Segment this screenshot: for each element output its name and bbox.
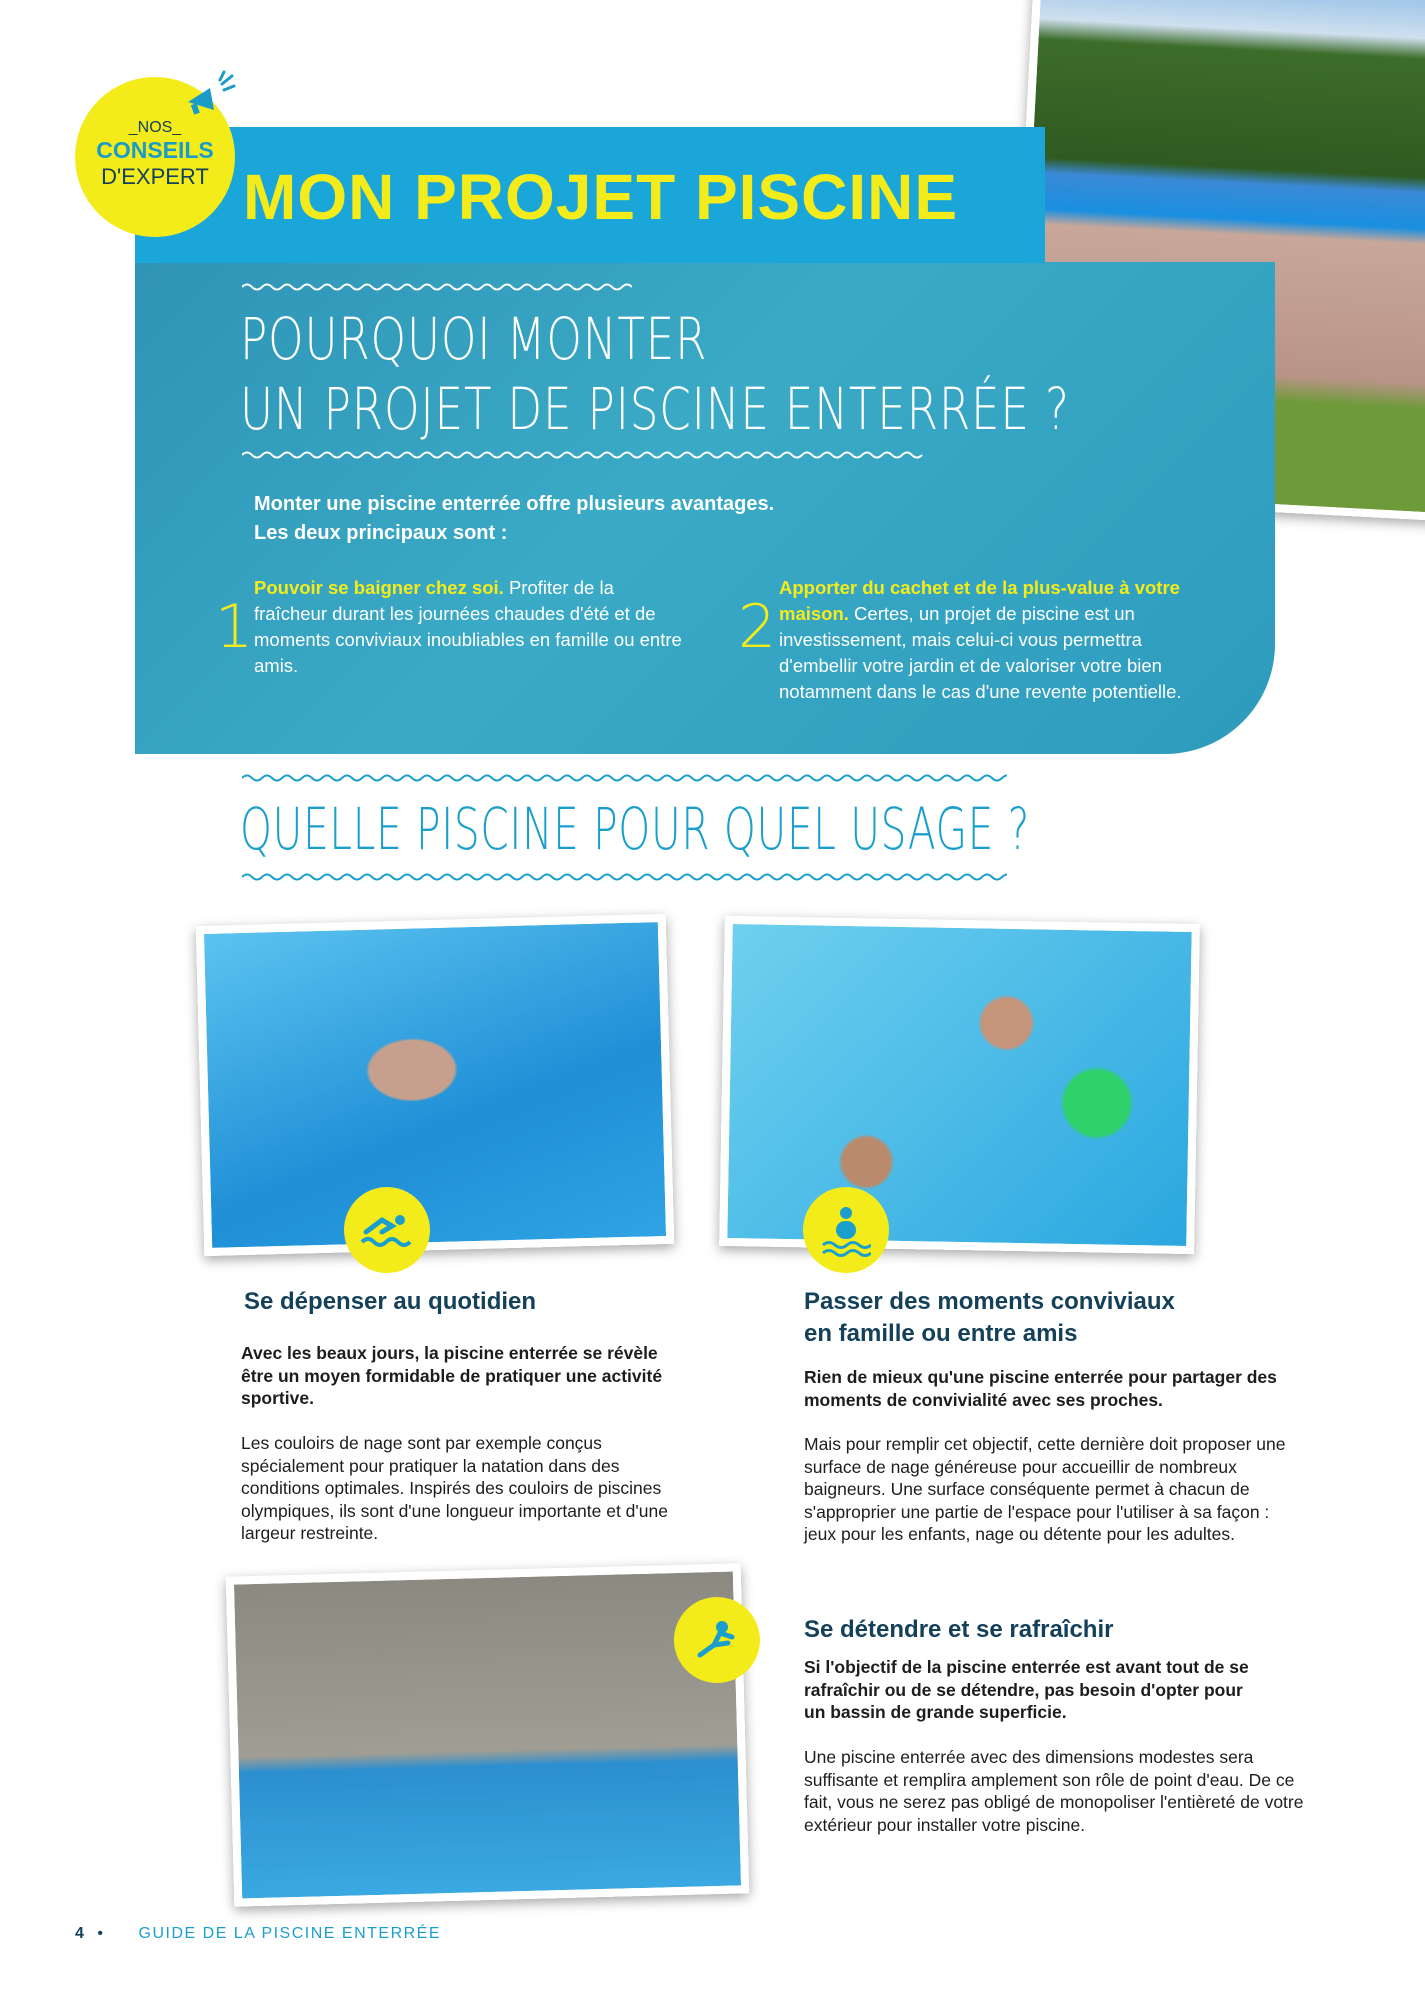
relaxing-icon <box>674 1597 760 1683</box>
wave-divider <box>242 450 937 460</box>
panel-heading-line2: UN PROJET DE PISCINE ENTERRÉE ? <box>240 375 1070 443</box>
item-number-1: 1 <box>215 592 254 662</box>
item-number-2: 2 <box>738 592 777 662</box>
section-lead-relax: Si l'objectif de la piscine enterrée est avant tout de se rafraîchir ou de se détendre, pas besoin d'opter pour un bassin de grande superficie. <box>804 1657 1249 1722</box>
wave-divider <box>242 282 632 292</box>
wave-divider <box>242 872 1007 882</box>
advantage-text: Certes, un projet de piscine est un investissement, mais celui-ci vous permettra d'embellir votre jardin et de valoriser votre bien notamment dans le cas d'une revente potentielle. <box>779 603 1182 702</box>
advantage-item-1 <box>254 575 684 679</box>
footer-guide-title: GUIDE DE LA PISCINE ENTERRÉE <box>138 1925 442 1942</box>
advantage-title: Pouvoir se baigner chez soi. <box>254 577 504 598</box>
relaxing-woman-photo <box>226 1563 749 1906</box>
advantage-title: Apporter du cachet et de la plus-value à votre maison. <box>779 577 1180 624</box>
advantage-item-2 <box>779 575 1199 705</box>
badge-expert: D'EXPERT <box>101 164 209 189</box>
section-title-friends: Passer des moments conviviaux en famille ou entre amis <box>804 1288 1175 1347</box>
page-title: MON PROJET PISCINE <box>243 161 958 233</box>
section-title-sport: Se dépenser au quotidien <box>244 1288 537 1315</box>
section-title-relax: Se détendre et se rafraîchir <box>804 1616 1114 1643</box>
usage-heading: QUELLE PISCINE POUR QUEL USAGE ? <box>240 795 1030 863</box>
section-text-friends: Mais pour remplir cet objectif, cette dernière doit proposer une surface de nage généreuse pour accueillir de nombreux baigneurs. Une surface conséquente permet à chacun de s'approprier une partie de l'espace pour l'utiliser à sa façon : jeux pour les enfants, nage ou détente pour les adultes. <box>804 1434 1286 1544</box>
intro-line1: Monter une piscine enterrée offre plusieurs avantages. <box>254 493 775 515</box>
intro-line2: Les deux principaux sont : <box>254 522 508 544</box>
swimming-icon <box>344 1187 430 1273</box>
footer-bullet: • <box>97 1925 105 1942</box>
badge-nos: _NOS_ <box>128 119 182 136</box>
footer <box>75 1925 441 1943</box>
badge-conseils: CONSEILS <box>96 137 214 163</box>
section-lead-sport: Avec les beaux jours, la piscine enterrée se révèle être un moyen formidable de pratiquer une activité sportive. <box>241 1343 663 1408</box>
section-text-relax: Une piscine enterrée avec des dimensions modestes sera suffisante et remplira amplement son rôle de point d'eau. De ce fait, vous ne serez pas obligé de monopoliser l'entièreté de votre extérieur pour installer votre piscine. <box>804 1747 1304 1835</box>
intro-text <box>254 490 774 548</box>
page-number: 4 <box>75 1925 86 1942</box>
bather-icon <box>803 1187 889 1273</box>
section-lead-friends: Rien de mieux qu'une piscine enterrée pour partager des moments de convivialité avec ses proches. <box>804 1367 1277 1410</box>
section-text-sport: Les couloirs de nage sont par exemple conçus spécialement pour pratiquer la natation dans des conditions optimales. Inspirés des couloirs de piscines olympiques, ils sont d'une longueur importante et d'une largeur restreinte. <box>241 1433 668 1543</box>
swimmer-photo <box>196 914 674 1256</box>
panel-heading-line1: POURQUOI MONTER <box>240 305 708 373</box>
advantage-text: Profiter de la fraîcheur durant les journées chaudes d'été et de moments conviviaux inoubliables en famille ou entre amis. <box>254 577 682 676</box>
megaphone-icon <box>180 68 240 128</box>
wave-divider <box>242 773 1007 783</box>
friends-pool-photo <box>719 916 1200 1254</box>
